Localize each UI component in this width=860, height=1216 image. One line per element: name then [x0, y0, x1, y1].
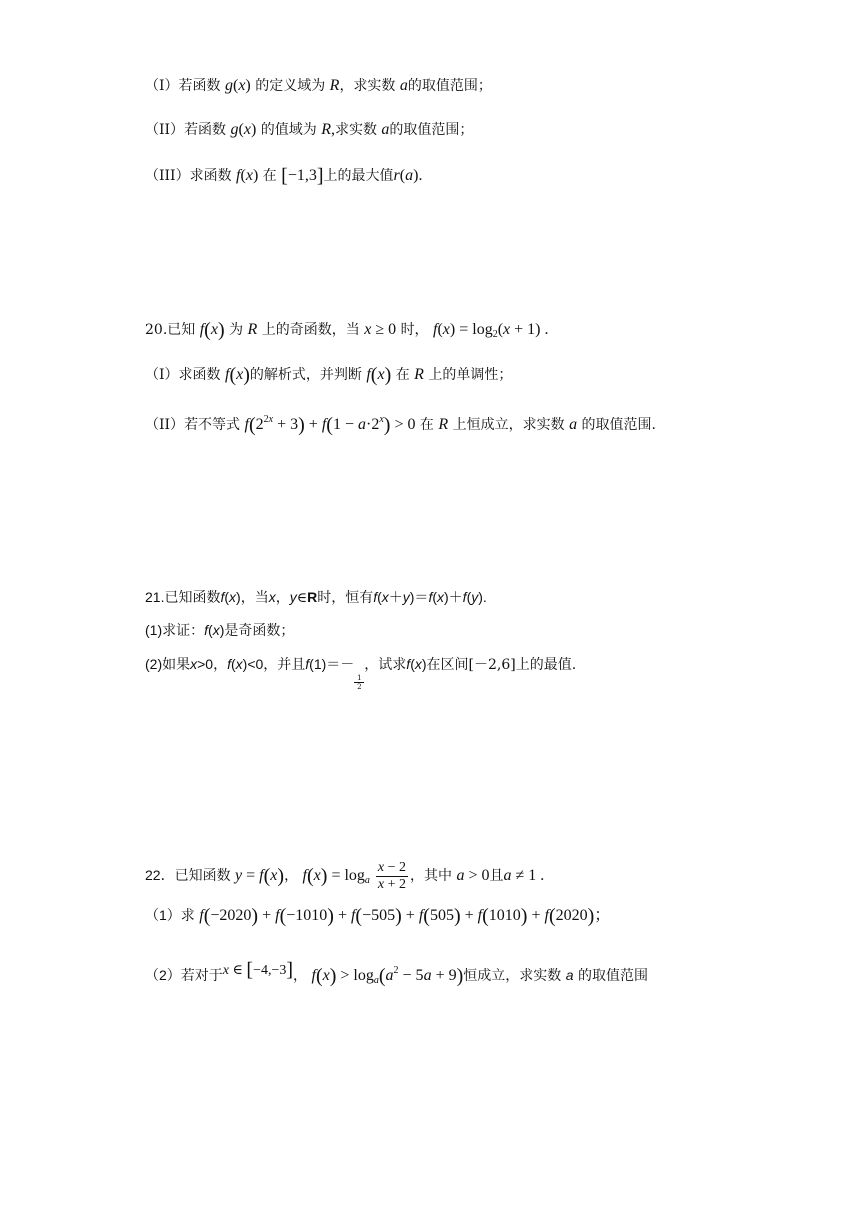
q19-part1-text: 的定义域为	[255, 78, 326, 94]
math-expr: f(x)	[224, 364, 250, 386]
math-expr: $f(x) = \log_2(x + 1)$ .	[433, 321, 549, 340]
q19-part3-text: 在	[262, 168, 277, 184]
q22-part2-text: 若对于	[180, 968, 223, 984]
math-expr: g(x)	[230, 121, 257, 138]
math-expr: y = f(x)	[235, 865, 285, 888]
q19-part1-text: ，求实数	[339, 78, 396, 94]
q20-part1-text: 上的单调性；	[428, 367, 513, 383]
math-expr: R	[414, 366, 424, 383]
math-expr: f(x)	[406, 656, 427, 672]
q21-part1-text: 求证：	[162, 623, 205, 639]
q19-part3	[145, 164, 422, 188]
math-expr: f(x)	[366, 364, 392, 386]
math-expr: R	[329, 77, 340, 94]
math-expr: x ∈ [−4,−3]	[222, 959, 294, 981]
math-expr: R	[307, 589, 318, 605]
q21-part2-text: ，并且	[263, 657, 306, 673]
math-expr: f(x)	[236, 167, 259, 184]
q20-stem-text: 为	[229, 322, 244, 338]
q19-part2	[145, 118, 473, 142]
q19-part1	[145, 74, 492, 98]
q20-number: 20.	[145, 322, 168, 338]
math-expr: x>0，f(x)<0	[190, 656, 264, 672]
q22-stem-text: ，其中	[410, 868, 453, 885]
q20-part2-text: 若不等式	[184, 417, 241, 433]
q21-part2-label: (2)	[145, 656, 163, 672]
math-expr: [−1,3]	[281, 165, 324, 187]
q19-part2-text: 的取值范围；	[389, 122, 474, 138]
q22-part1-text: 求	[180, 908, 195, 924]
q20-part1	[145, 363, 512, 387]
q21-part2-text: 在区间[－2,6]上的最值.	[426, 657, 577, 673]
math-expr: a	[565, 967, 574, 983]
q21-number: 21.	[145, 589, 165, 605]
q21-stem-text: ，当	[240, 590, 269, 606]
q22-stem: 22．已知函数 y = f(x)， $f(x) = \log_a$ $\frac{x - 2}{x + 2}$ ，其中 a > 0且a ≠ 1 .	[145, 860, 545, 892]
q21-part1-text: 是奇函数；	[224, 623, 295, 639]
q22-part1-label: （1）	[145, 907, 181, 923]
math-expr: f(x)	[204, 622, 225, 638]
math-expr: R	[247, 321, 258, 338]
math-expr: f(1)＝－	[305, 656, 355, 672]
q21-part1-label: (1)	[145, 622, 163, 638]
math-expr: a	[569, 416, 578, 433]
q21-part2-text: 如果	[162, 657, 191, 673]
math-expr: f(x)	[199, 319, 225, 341]
q21-part1	[145, 618, 294, 643]
q19-part2-label: （II）	[145, 122, 185, 138]
q22-part2-label: （2）	[145, 967, 181, 983]
math-expr: a > 0	[456, 867, 490, 885]
q21-part2-text: ，试求	[364, 657, 407, 673]
q19-part3-label: （III）	[145, 168, 190, 184]
q19-part1-text: 的取值范围；	[407, 78, 492, 94]
q19-part1-label: （I）	[145, 78, 179, 94]
math-expr: a	[399, 77, 408, 94]
q20-part1-text: 在	[395, 367, 410, 383]
math-expr: y	[289, 589, 297, 605]
q19-part2-text: 的值域为	[260, 122, 317, 138]
q22-part2-text: 的取值范围	[577, 968, 648, 984]
q19-part3-text: 求函数	[189, 168, 232, 184]
q22-part1	[145, 903, 610, 928]
math-expr: x ≥ 0	[364, 321, 397, 338]
q22-stem-text: 已知函数	[174, 868, 231, 885]
q20-part1-text: 求函数	[178, 367, 221, 383]
math-expr: $f(x) = \log_a$ $\frac{x - 2}{x + 2}$	[302, 860, 407, 892]
q22-part2: （2）若对于x ∈ [−4,−3]， $f(x) > \log_a(a^2 - 5a + 9)$恒成立，求实数 a 的取值范围	[145, 959, 648, 987]
q20-stem	[145, 318, 549, 347]
q20-stem-text: 已知	[167, 322, 196, 338]
q20-part2-text: 上恒成立，求实数	[452, 417, 565, 433]
q20-part2	[145, 408, 656, 437]
q19-part3-text: 上的最大值	[323, 168, 394, 184]
q21-stem-text: ∈	[296, 590, 308, 606]
math-expr: a ≠ 1 .	[503, 867, 545, 885]
math-expr: a	[381, 121, 390, 138]
math-fraction: $\frac{1}{2}$	[354, 674, 364, 691]
q20-part1-label: （I）	[145, 367, 179, 383]
math-expr: R,	[321, 121, 335, 138]
q20-part1-text: 的解析式，并判断	[249, 367, 362, 383]
q21-stem-text: 已知函数	[164, 590, 221, 606]
q22-part2-text: 恒成立，求实数	[463, 968, 562, 984]
q20-part2-text: 在	[419, 417, 434, 433]
q21-stem-text: 时，恒有	[317, 590, 374, 606]
q21-part2	[145, 652, 576, 691]
q22-number: 22．	[145, 867, 175, 884]
q20-part2-label: （II）	[145, 417, 185, 433]
math-expr: $f(2^{2x} + 3) + f(1 - a\cdot 2^x) > 0$	[244, 414, 416, 436]
q22-stem-text: 且	[489, 868, 504, 885]
math-expr: R	[438, 416, 449, 433]
q19-part1-text: 若函数	[178, 78, 221, 94]
q21-stem: 21.已知函数f(x)，当x，y∈R时，恒有f(x＋y)＝f(x)＋f(y).	[145, 589, 487, 606]
q20-stem-text: 上的奇函数，当	[261, 322, 360, 338]
math-expr: $f(x) > \log_a(a^2 - 5a + 9)$	[311, 965, 464, 987]
q20-stem-text: 时，	[400, 322, 429, 338]
math-expr: f(x)	[220, 589, 241, 605]
math-expr: g(x)	[224, 77, 251, 94]
q20-part2-text: 的取值范围.	[581, 417, 656, 433]
math-expr: r(a).	[393, 167, 423, 184]
q19-part2-text: 若函数	[184, 122, 227, 138]
math-expr: f(−2020) + f(−1010) + f(−505) + f(505) + f(1010) + f(2020)；	[199, 905, 611, 927]
math-expr: x	[268, 589, 276, 605]
math-expr: f(x＋y)＝f(x)＋f(y).	[373, 589, 487, 605]
q19-part2-text: 求实数	[334, 122, 377, 138]
